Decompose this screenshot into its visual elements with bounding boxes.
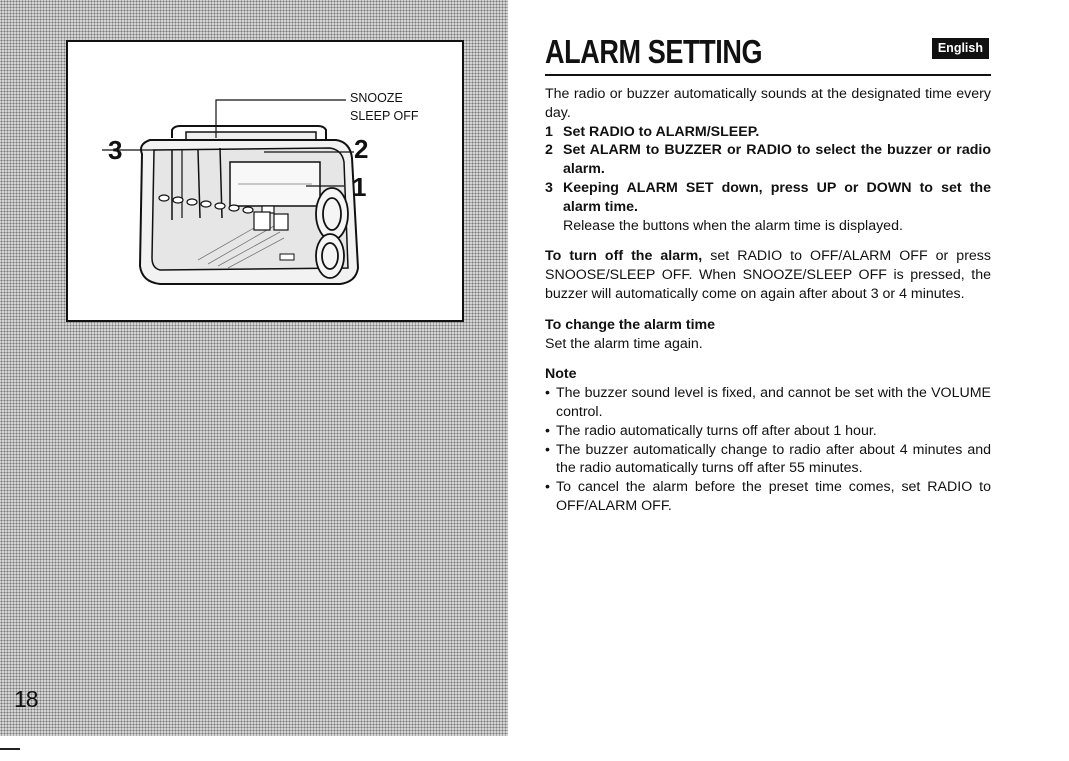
language-badge: English	[932, 38, 989, 59]
note-text: The buzzer sound level is fixed, and cannot be set with the VOLUME control.	[556, 385, 991, 420]
title-row	[545, 30, 991, 76]
bullet-icon: •	[545, 422, 550, 439]
step-2	[545, 141, 991, 179]
turn-off-paragraph	[545, 247, 991, 303]
step-number: 2	[545, 142, 553, 159]
callout-number-2: 2	[354, 134, 369, 164]
bottom-rule	[0, 748, 20, 750]
step-text: Keeping ALARM SET down, press UP or DOWN to set the alarm time.	[563, 179, 991, 215]
step-3-note: Release the buttons when the alarm time is displayed.	[563, 217, 903, 234]
note-item	[545, 441, 991, 479]
note-item	[545, 478, 991, 516]
note-text: The radio automatically turns off after about 1 hour.	[556, 422, 877, 439]
note-text: To cancel the alarm before the preset time comes, set RADIO to OFF/ALARM OFF.	[556, 479, 991, 514]
note-heading: Note	[545, 366, 577, 383]
note-item	[545, 384, 991, 422]
step-number: 3	[545, 179, 553, 196]
intro-paragraph: The radio or buzzer automatically sounds at the designated time every day.	[545, 86, 991, 121]
step-3	[545, 179, 991, 217]
bullet-icon: •	[545, 479, 550, 496]
callout-number-1: 1	[352, 172, 367, 202]
snooze-label: SNOOZE	[350, 91, 403, 105]
step-1	[545, 123, 991, 142]
change-text: Set the alarm time again.	[545, 335, 703, 352]
illustration-panel	[0, 0, 508, 736]
bullet-icon: •	[545, 385, 550, 402]
page-number: 18	[14, 686, 38, 712]
step-number: 1	[545, 123, 553, 140]
note-text: The buzzer automatically change to radio after about 4 minutes and the radio automatically turns off after 55 minutes.	[556, 441, 991, 477]
sleep-off-label: SLEEP OFF	[350, 109, 419, 123]
turn-off-heading: To turn off the alarm,	[545, 248, 703, 265]
bullet-icon: •	[545, 441, 550, 458]
step-text: Set RADIO to ALARM/SLEEP.	[563, 123, 760, 140]
turn-off-text: set RADIO to OFF/ALARM OFF or press SNOOSE/SLEEP OFF. When SNOOZE/SLEEP OFF is pressed, the buzzer will automatically come on again after about 3 or 4 minutes.	[545, 248, 991, 302]
note-item	[545, 422, 991, 441]
radio-illustration	[68, 42, 462, 320]
radio-figure	[66, 40, 464, 322]
callout-number-3: 3	[108, 135, 123, 165]
step-text: Set ALARM to BUZZER or RADIO to select the buzzer or radio alarm.	[563, 142, 991, 178]
page-title: ALARM SETTING	[545, 33, 763, 70]
content-column	[545, 30, 991, 516]
change-heading: To change the alarm time	[545, 316, 716, 333]
